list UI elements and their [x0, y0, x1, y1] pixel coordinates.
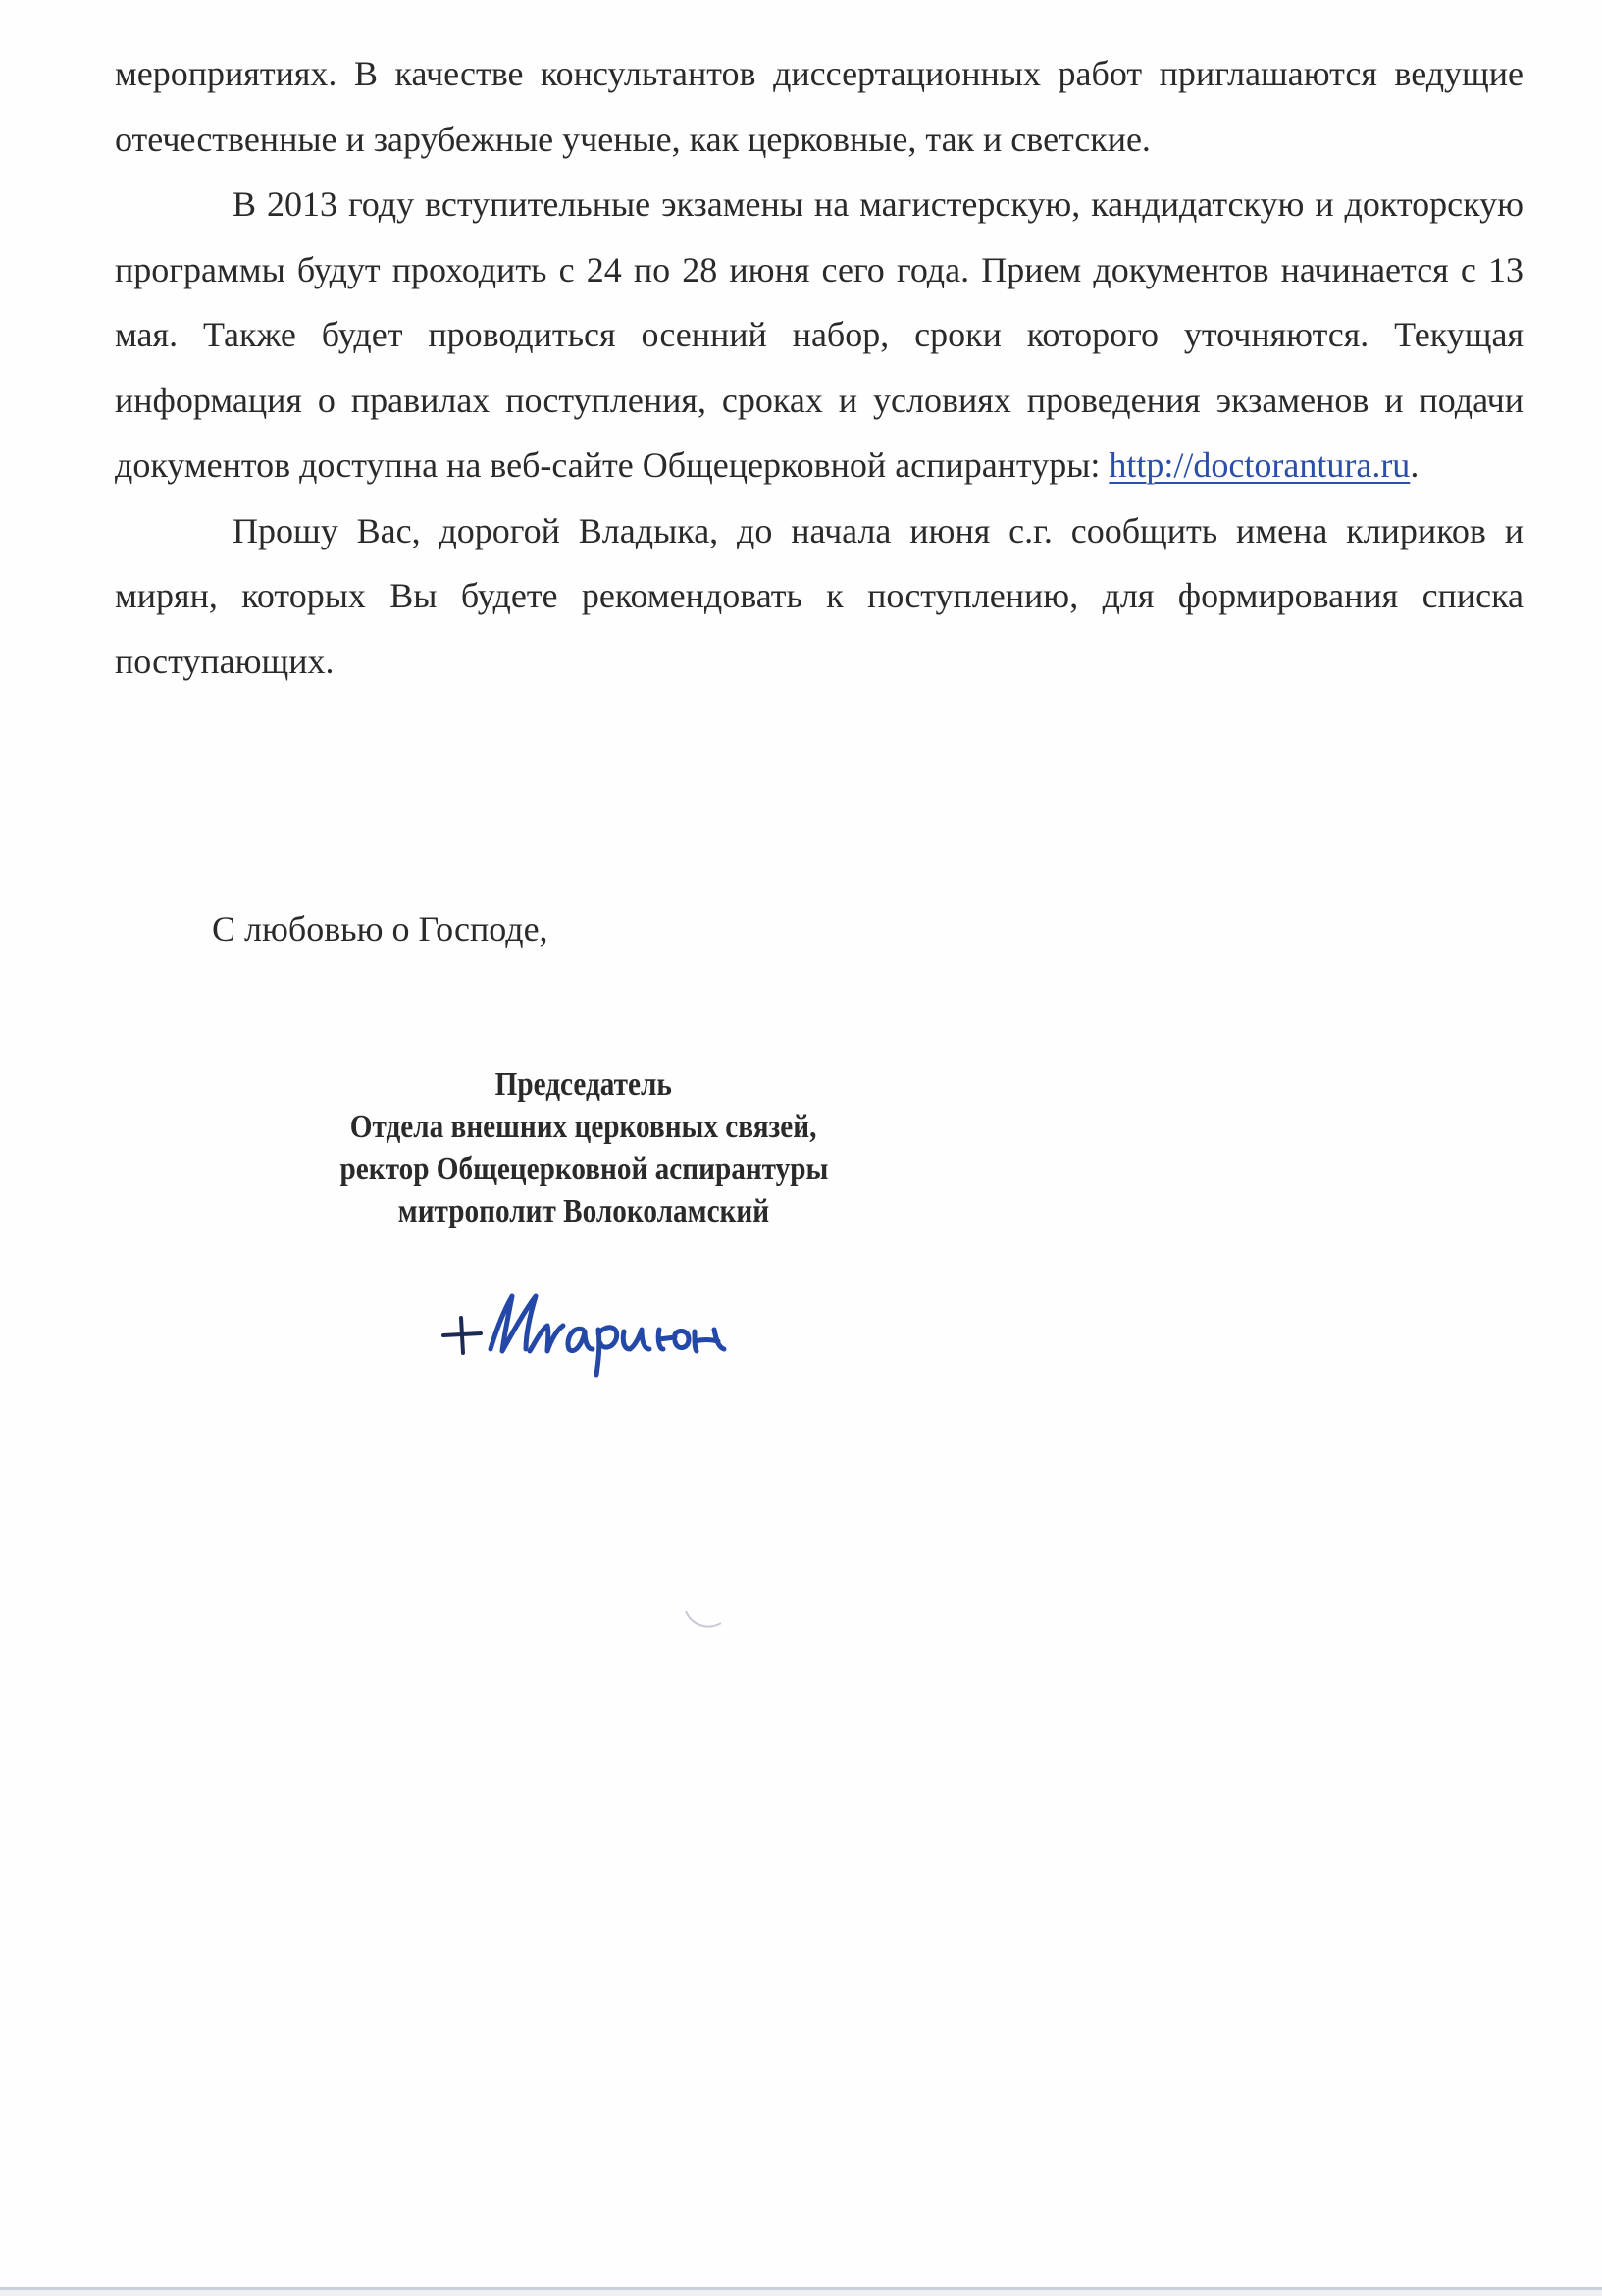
paragraph-continuation: [115, 41, 1524, 172]
scan-artifact: [682, 1607, 731, 1637]
paragraph-text-end: .: [1410, 445, 1420, 485]
signatory-block: [191, 1064, 976, 1232]
scanner-border: [0, 2290, 1602, 2296]
paragraph-exams: [115, 172, 1524, 498]
paragraph-text: В 2013 году вступительные экзамены на магистерскую, кандидатскую и докторскую программы будут проходить с 24 по 28 июня сего года. Прием документов начинается с 13 мая. Также будет проводиться осенний набор, сроки которого уточняются. Текущая информация о правилах поступления, сроках и условиях проведения экзаменов и подачи документов доступна на веб-сайте Общецерковной аспирантуры:: [115, 184, 1524, 485]
signatory-name: митрополит Волоколамский: [397, 1193, 770, 1229]
website-link[interactable]: http://doctorantura.ru: [1109, 445, 1411, 485]
letter-body: [115, 41, 1524, 694]
signatory-title: Председатель: [494, 1067, 673, 1103]
handwritten-signature: [432, 1271, 746, 1379]
paragraph-text: мероприятиях. В качестве консультантов диссертационных работ приглашаются ведущие отечественные и зарубежные ученые, как церковные, так и светские.: [115, 54, 1524, 159]
signatory-rector: ректор Общецерковной аспирантуры: [339, 1151, 828, 1187]
paragraph-request: [115, 498, 1524, 695]
signatory-department: Отдела внешних церковных связей,: [350, 1109, 817, 1145]
closing-greeting: С любовью о Господе,: [212, 910, 548, 949]
paragraph-text: Прошу Вас, дорогой Владыка, до начала июня с.г. сообщить имена клириков и мирян, которых Вы будете рекомендовать к поступлению, для формирования списка поступающих.: [115, 510, 1524, 681]
